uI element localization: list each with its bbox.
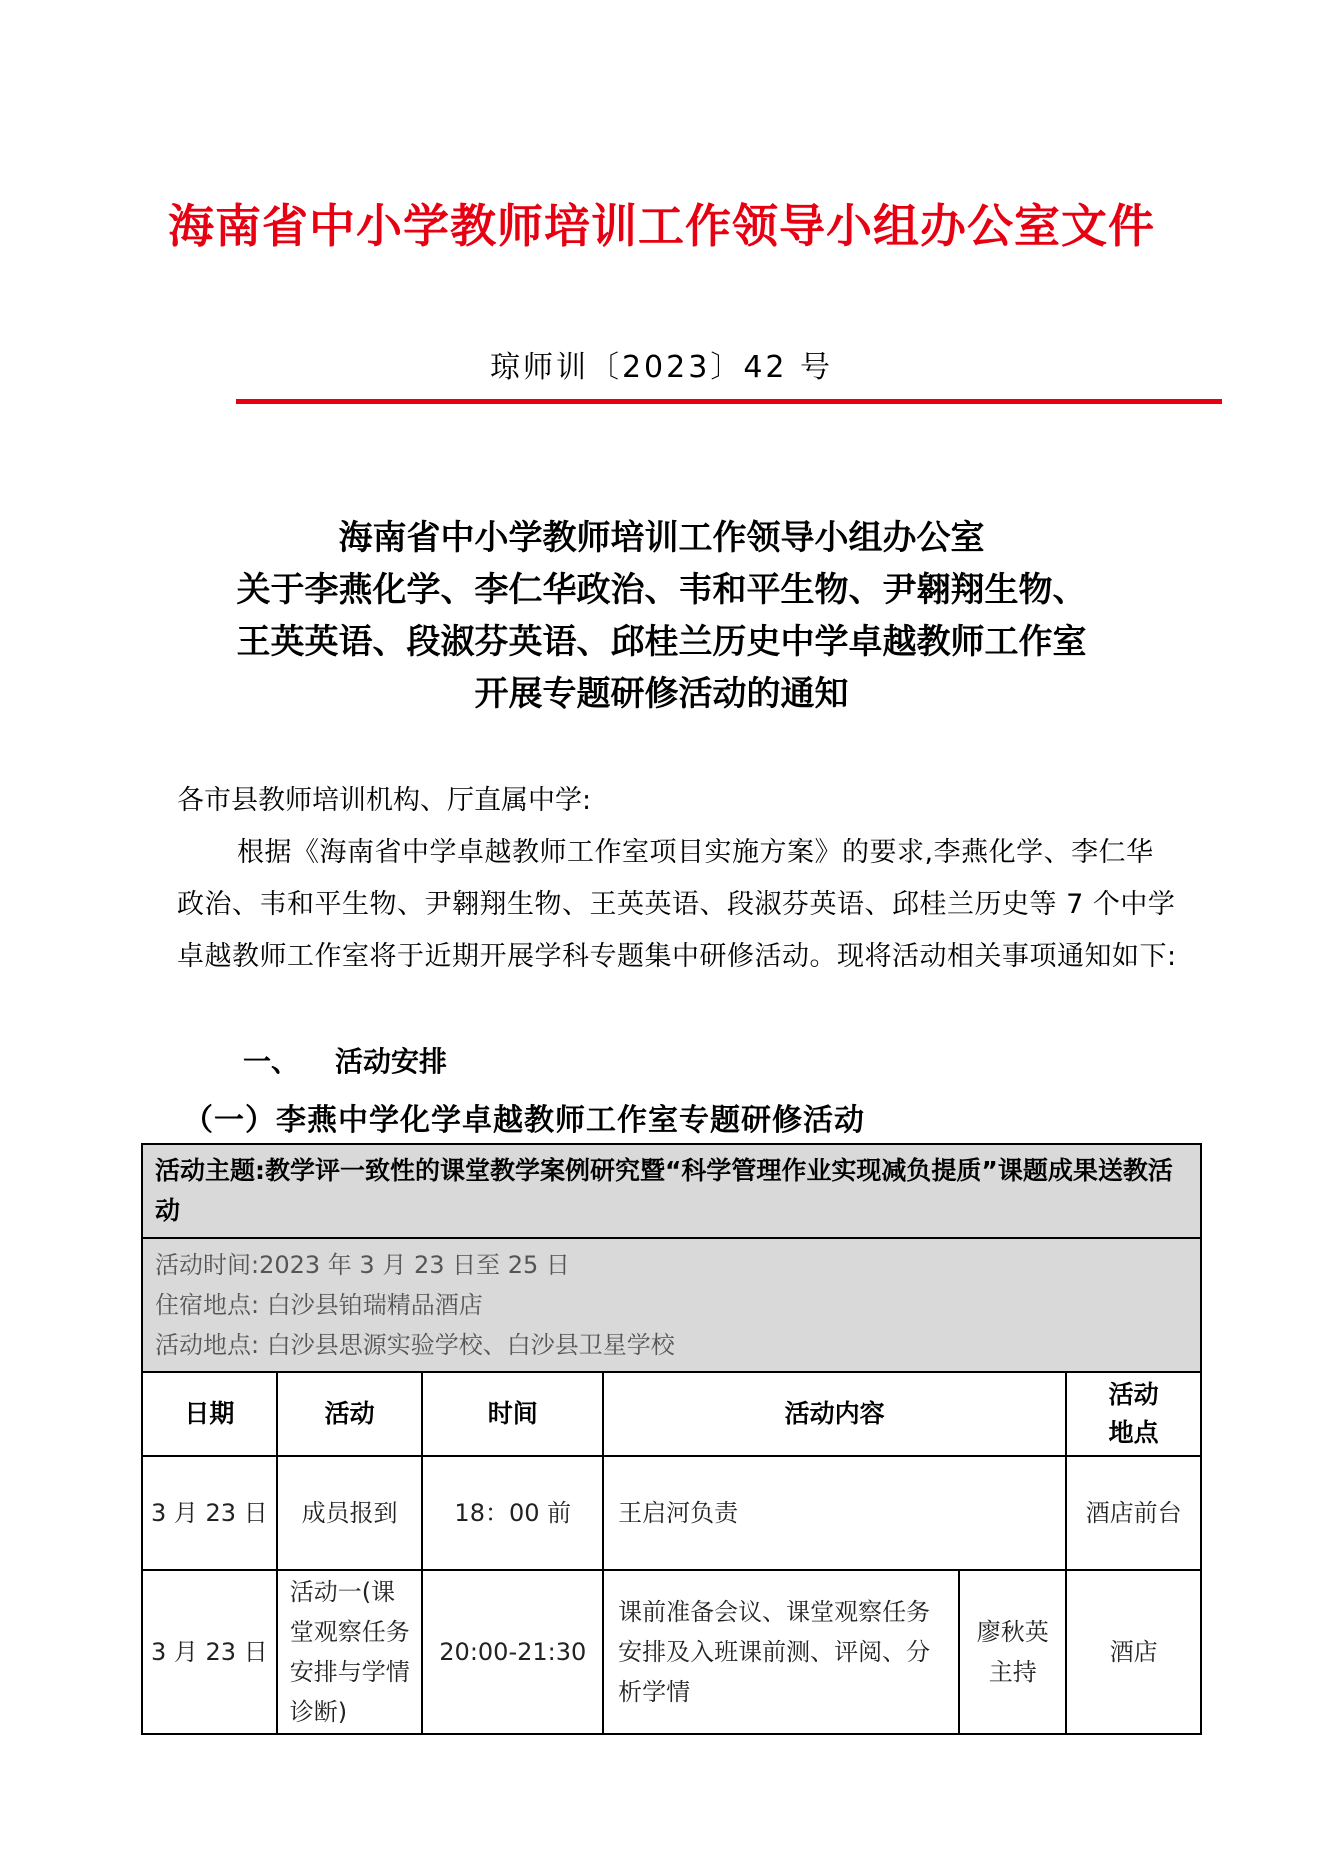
- intro-paragraph: 根据《海南省中学卓越教师工作室项目实施方案》的要求,李燕化学、李仁华政治、韦和平生物、尹翱翔生物、王英英语、段淑芬英语、邱桂兰历史等 7 个中学卓越教师工作室将于近期开展学科专题集中研修活动。现将活动相关事项通知如下:: [177, 837, 1177, 972]
- notice-title-line-4: 开展专题研修活动的通知: [474, 674, 849, 714]
- table-header-row: [142, 1372, 1201, 1456]
- row-time: 20:00-21:30: [422, 1570, 603, 1734]
- table-row: [142, 1570, 1201, 1734]
- table-row: [142, 1456, 1201, 1570]
- header-time: 时间: [422, 1372, 603, 1456]
- section-title: 活动安排: [335, 1045, 448, 1078]
- lodging-location: 住宿地点: 白沙县铂瑞精品酒店: [155, 1291, 483, 1319]
- section-number: 一、: [243, 1045, 300, 1078]
- row-time: 18：00 前: [422, 1456, 603, 1570]
- header-location: [1066, 1372, 1201, 1456]
- row-host: 廖秋英主持: [959, 1570, 1066, 1734]
- header-location-line-2: 地点: [1108, 1418, 1159, 1447]
- notice-title-line-3: 王英英语、段淑芬英语、邱桂兰历史中学卓越教师工作室: [236, 622, 1087, 662]
- org-header-title: 海南省中小学教师培训工作领导小组办公室文件: [168, 199, 1155, 253]
- row-activity: 成员报到: [277, 1456, 423, 1570]
- activity-meta: [142, 1238, 1201, 1372]
- row-content: 王启河负责: [603, 1456, 1066, 1570]
- red-divider-line: [236, 399, 1222, 404]
- header-location-line-1: 活动: [1108, 1380, 1159, 1409]
- row-date: 3 月 23 日: [142, 1456, 277, 1570]
- row-date: 3 月 23 日: [142, 1570, 277, 1734]
- salutation: 各市县教师培训机构、厅直属中学:: [177, 785, 592, 816]
- header-date: 日期: [142, 1372, 277, 1456]
- activity-theme: 活动主题:教学评一致性的课堂教学案例研究暨“科学管理作业实现减负提质”课题成果送教活动: [142, 1144, 1201, 1238]
- row-location: 酒店: [1066, 1570, 1201, 1734]
- subsection-heading: （一）李燕中学化学卓越教师工作室专题研修活动: [183, 1103, 865, 1138]
- notice-title-line-1: 海南省中小学教师培训工作领导小组办公室: [338, 518, 985, 558]
- activity-venue: 活动地点: 白沙县思源实验学校、白沙县卫星学校: [155, 1331, 675, 1359]
- row-activity: 活动一(课堂观察任务安排与学情诊断): [277, 1570, 423, 1734]
- header-activity: 活动: [277, 1372, 423, 1456]
- activity-time: 活动时间:2023 年 3 月 23 日至 25 日: [155, 1251, 570, 1279]
- section-heading: [243, 1040, 447, 1080]
- row-location: 酒店前台: [1066, 1456, 1201, 1570]
- document-number: 琼师训〔2023〕42 号: [489, 350, 834, 385]
- row-content: 课前准备会议、课堂观察任务安排及入班课前测、评阅、分析学情: [603, 1570, 959, 1734]
- header-content: 活动内容: [603, 1372, 1066, 1456]
- notice-title-line-2: 关于李燕化学、李仁华政治、韦和平生物、尹翱翔生物、: [236, 570, 1087, 610]
- notice-title: [150, 512, 1173, 720]
- schedule-table: [141, 1143, 1202, 1735]
